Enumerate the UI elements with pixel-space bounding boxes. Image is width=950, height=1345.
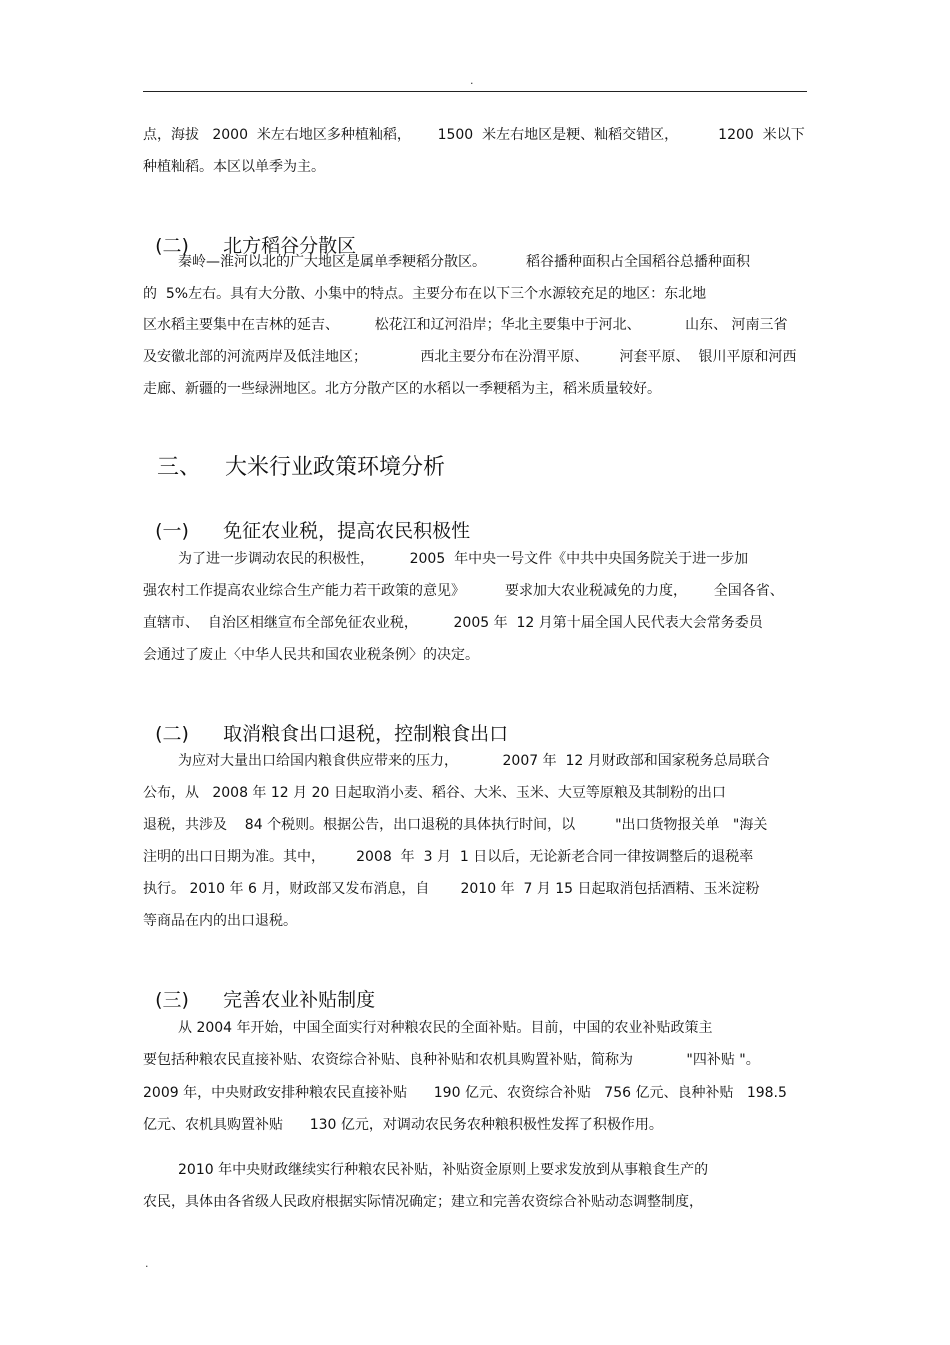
- section-heading-export: [143, 695, 508, 747]
- heading-text: 免征农业税，提高农民积极性: [223, 520, 471, 542]
- paragraph-line: 为了进一步调动农民的积极性， 2005 年中央一号文件《中共中央国务院关于进一步加: [178, 551, 749, 567]
- paragraph-line: 秦岭—淮河以北的广大地区是属单季粳稻分散区。 稻谷播种面积占全国稻谷总播种面积: [178, 254, 751, 270]
- paragraph-line: 要包括种粮农民直接补贴、农资综合补贴、良种补贴和农机具购置补贴，简称为 "四补贴 "。: [143, 1052, 760, 1068]
- paragraph-line: 退税，共涉及 84 个税则。根据公告，出口退税的具体执行时间，以 "出口货物报关单 "海关: [143, 817, 768, 833]
- paragraph-line: 2010 年中央财政继续实行种粮农民补贴，补贴资金原则上要求发放到从事粮食生产的: [178, 1162, 709, 1178]
- chapter-heading-policy: [143, 426, 445, 482]
- heading-text: 完善农业补贴制度: [223, 989, 376, 1011]
- heading-number: (一): [155, 520, 189, 542]
- paragraph-line: 亿元、农机具购置补贴 130 亿元，对调动农民务农种粮积极性发挥了积极作用。: [143, 1117, 663, 1133]
- paragraph-line: 执行。 2010 年 6 月，财政部又发布消息，自 2010 年 7 月 15 日起取消包括酒精、玉米淀粉: [143, 881, 760, 897]
- heading-text: 北方稻谷分散区: [223, 235, 357, 257]
- paragraph-line: 走廊、新疆的一些绿洲地区。北方分散产区的水稻以一季粳稻为主，稻米质量较好。: [143, 381, 661, 397]
- paragraph-line: 直辖市、 自治区相继宣布全部免征农业税， 2005 年 12 月第十届全国人民代表大会常务委员: [143, 615, 763, 631]
- paragraph-line: 为应对大量出口给国内粮食供应带来的压力， 2007 年 12 月财政部和国家税务总局联合: [178, 753, 770, 769]
- paragraph-line: 公布，从 2008 年 12 月 20 日起取消小麦、稻谷、大米、玉米、大豆等原粮及其制粉的出口: [143, 785, 726, 801]
- paragraph-line: 种植籼稻。本区以单季为主。: [143, 159, 325, 175]
- section-heading-tax: [143, 492, 470, 544]
- paragraph-line: 注明的出口日期为准。其中， 2008 年 3 月 1 日以后，无论新老合同一律按调整后的退税率: [143, 849, 754, 865]
- paragraph-line: 从 2004 年开始，中国全面实行对种粮农民的全面补贴。目前，中国的农业补贴政策主: [178, 1020, 713, 1036]
- header-rule: [143, 91, 807, 92]
- paragraph-line: 等商品在内的出口退税。: [143, 913, 297, 929]
- paragraph-line: 强农村工作提高农业综合生产能力若干政策的意见》 要求加大农业税减免的力度， 全国各省、: [143, 583, 784, 599]
- heading-number: (三): [155, 989, 189, 1011]
- paragraph-line: 会通过了废止〈中华人民共和国农业税条例〉的决定。: [143, 647, 479, 663]
- paragraph-line: 2009 年，中央财政安排种粮农民直接补贴 190 亿元、农资综合补贴 756 亿元、良种补贴 198.5: [143, 1085, 787, 1101]
- paragraph-line: 点，海拔 2000 米左右地区多种植籼稻， 1500 米左右地区是粳、籼稻交错区， 1200 米以下: [143, 127, 805, 143]
- paragraph-line: 区水稻主要集中在吉林的延吉、 松花江和辽河沿岸；华北主要集中于河北、 山东、 河南三省: [143, 317, 788, 333]
- footer-mark: .: [145, 1257, 149, 1270]
- section-heading-subsidy: [143, 961, 375, 1013]
- heading-number: (二): [155, 723, 189, 745]
- paragraph-line: 的 5%左右。具有大分散、小集中的特点。主要分布在以下三个水源较充足的地区：东北地: [143, 286, 707, 302]
- heading-text: 取消粮食出口退税，控制粮食出口: [223, 723, 509, 745]
- heading-text: 大米行业政策环境分析: [225, 455, 446, 480]
- heading-number: 三、: [157, 455, 202, 480]
- paragraph-line: 及安徽北部的河流两岸及低洼地区； 西北主要分布在汾渭平原、 河套平原、 银川平原和河西: [143, 349, 797, 365]
- paragraph-line: 农民，具体由各省级人民政府根据实际情况确定；建立和完善农资综合补贴动态调整制度，: [143, 1194, 703, 1210]
- heading-number: (二): [155, 235, 189, 257]
- header-mark: .: [470, 74, 474, 87]
